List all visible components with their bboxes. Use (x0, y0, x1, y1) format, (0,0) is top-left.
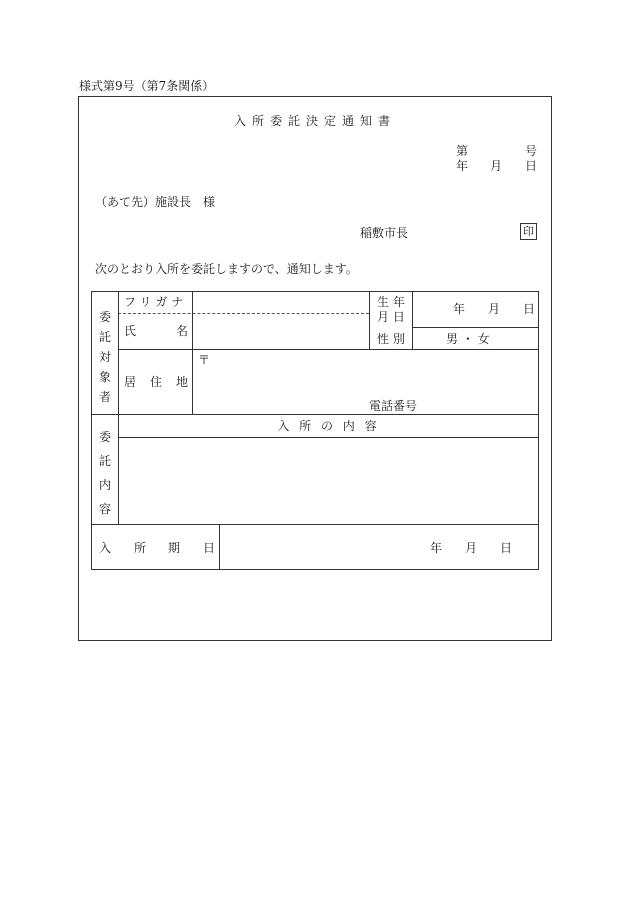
address-label-1: 居 (124, 375, 137, 389)
issuer-mayor: 稲敷市長 (360, 226, 409, 240)
content-header-divider (118, 437, 539, 438)
form-number-label: 様式第9号（第7条関係） (79, 79, 215, 93)
name-address-divider (118, 349, 539, 350)
furigana-label: フリガナ (124, 295, 188, 309)
document-number-prefix: 第 (456, 144, 469, 158)
admission-label-1: 入 (99, 541, 112, 555)
document-title: 入所委託決定通知書 (233, 114, 396, 128)
admission-label-2: 所 (134, 541, 147, 555)
content-admission-divider (91, 524, 539, 525)
birth-year: 年 (453, 302, 466, 316)
furigana-divider (118, 313, 369, 314)
phone-label: 電話番号 (369, 399, 418, 413)
seal-mark: 印 (520, 223, 537, 240)
subject-content-divider (91, 414, 539, 415)
birth-label-line1: 生 年 (377, 295, 405, 309)
postal-mark: 〒 (198, 353, 211, 367)
notice-text: 次のとおり入所を委託しますので、通知します。 (95, 262, 358, 276)
document-frame (78, 96, 552, 641)
birth-day: 日 (523, 302, 536, 316)
content-section-label: 委 託 内 容 (98, 430, 111, 516)
gender-label: 性 別 (377, 332, 405, 346)
address-label-2: 住 (150, 375, 163, 389)
admission-year: 年 (430, 541, 443, 555)
field-label-divider (192, 291, 193, 415)
gender-options: 男 ・ 女 (446, 332, 490, 346)
admission-label-divider (219, 524, 220, 570)
admission-label-3: 期 (168, 541, 181, 555)
name-label-first: 氏 (124, 324, 137, 338)
name-label-second: 名 (176, 324, 189, 338)
table-line-left (91, 291, 92, 570)
issue-date-year: 年 (456, 159, 469, 173)
table-line-bottom (91, 569, 539, 570)
birth-label-right (412, 291, 413, 350)
admission-day: 日 (500, 541, 513, 555)
addressee: （あて先）施設長 様 (95, 195, 216, 209)
content-header: 入 所 の 内 容 (277, 419, 380, 433)
birth-label-left (369, 291, 370, 350)
issue-date-day: 日 (525, 159, 538, 173)
document-number-suffix: 号 (525, 144, 538, 158)
birth-month: 月 (488, 302, 501, 316)
label-column-divider (118, 291, 119, 525)
admission-label-4: 日 (203, 541, 216, 555)
birth-gender-divider (412, 327, 539, 328)
issue-date-month: 月 (490, 159, 503, 173)
address-label-3: 地 (176, 375, 189, 389)
birth-label-line2: 月 日 (377, 310, 405, 324)
admission-month: 月 (465, 541, 478, 555)
subject-section-label: 委 託 対 象 者 (98, 310, 111, 404)
table-line-top (91, 291, 539, 292)
